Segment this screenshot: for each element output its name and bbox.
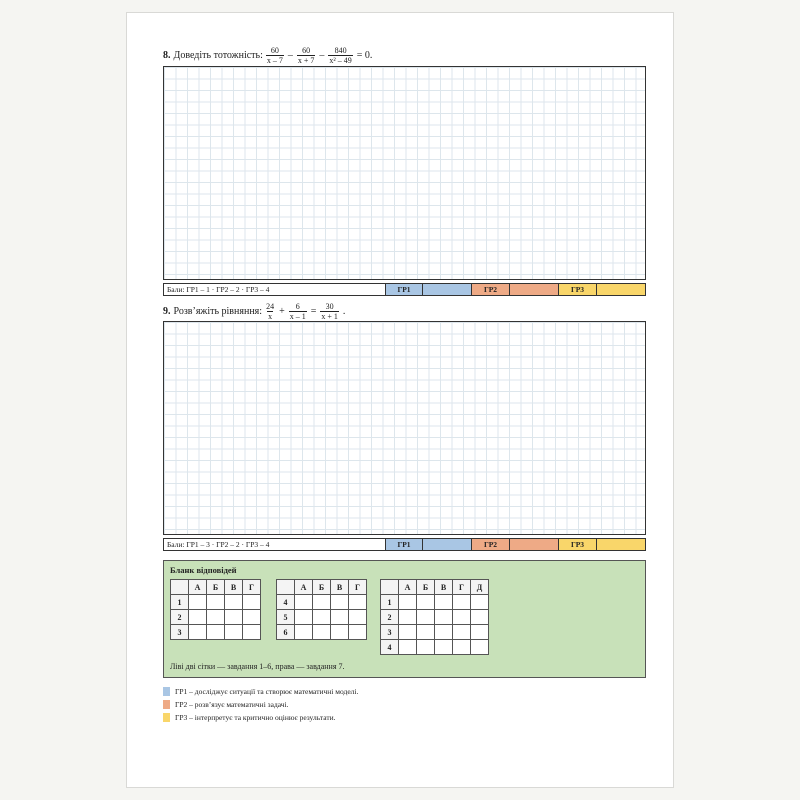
- denominator: x: [268, 312, 273, 321]
- answer-cell[interactable]: [243, 625, 261, 640]
- denominator: x – 7: [266, 56, 283, 65]
- answer-cell[interactable]: [349, 610, 367, 625]
- answer-cell[interactable]: [207, 625, 225, 640]
- row-header: 5: [277, 610, 295, 625]
- gr1-score-cell[interactable]: [423, 539, 472, 550]
- denominator: x + 1: [321, 312, 338, 321]
- legend-text: ГР2 – розв’язує математичні задачі.: [175, 700, 289, 709]
- row-header: 3: [171, 625, 189, 640]
- column-header: А: [295, 580, 313, 595]
- answer-cell[interactable]: [313, 625, 331, 640]
- answer-sheet-note: Ліві дві сітки — завдання 1–6, права — завдання 7.: [170, 662, 345, 671]
- row-header: 2: [381, 610, 399, 625]
- answer-cell[interactable]: [471, 595, 489, 610]
- column-header: В: [435, 580, 453, 595]
- numerator: 840: [334, 46, 347, 55]
- denominator: x² – 49: [329, 56, 352, 65]
- numerator: 60: [270, 46, 279, 55]
- denominator: x – 1: [289, 312, 306, 321]
- operator: –: [319, 49, 325, 61]
- answer-grid-middle: [276, 579, 367, 640]
- answer-cell[interactable]: [331, 595, 349, 610]
- equation-tail: = 0.: [356, 49, 373, 61]
- answer-cell[interactable]: [417, 625, 435, 640]
- task-9-title: [163, 302, 346, 321]
- answer-cell[interactable]: [453, 640, 471, 655]
- column-header: А: [399, 580, 417, 595]
- row-header: 3: [381, 625, 399, 640]
- operator: –: [287, 49, 293, 61]
- answer-cell[interactable]: [435, 595, 453, 610]
- answer-cell[interactable]: [225, 595, 243, 610]
- score-label: Бали: ГР1 – 3 · ГР2 – 2 · ГР3 – 4: [164, 539, 386, 550]
- answer-cell[interactable]: [399, 595, 417, 610]
- gr3-score-cell[interactable]: [597, 284, 645, 295]
- fraction: [297, 46, 316, 65]
- answer-cell[interactable]: [189, 595, 207, 610]
- row-header: 2: [171, 610, 189, 625]
- column-header: Б: [207, 580, 225, 595]
- corner-cell: [277, 580, 295, 595]
- task-8-score-row: [163, 283, 646, 296]
- operator: =: [310, 305, 317, 317]
- column-header: Д: [471, 580, 489, 595]
- gr3-score-cell[interactable]: [597, 539, 645, 550]
- task-number: 9.: [163, 305, 171, 317]
- gr2-label-cell: ГР2: [472, 284, 510, 295]
- answer-cell[interactable]: [471, 625, 489, 640]
- column-header: В: [225, 580, 243, 595]
- operator: +: [279, 305, 285, 317]
- answer-cell[interactable]: [189, 625, 207, 640]
- column-header: В: [331, 580, 349, 595]
- row-header: 6: [277, 625, 295, 640]
- answer-cell[interactable]: [295, 610, 313, 625]
- legend-swatch: [163, 700, 170, 709]
- legend-text: ГР1 – досліджує ситуації та створює математичні моделі.: [175, 687, 359, 696]
- row-header: 1: [171, 595, 189, 610]
- corner-cell: [171, 580, 189, 595]
- column-header: А: [189, 580, 207, 595]
- task-8-answer-grid[interactable]: [163, 66, 646, 280]
- answer-cell[interactable]: [243, 610, 261, 625]
- answer-cell[interactable]: [471, 640, 489, 655]
- fraction: [320, 302, 339, 321]
- task-8-title: [163, 46, 373, 65]
- answer-cell[interactable]: [295, 625, 313, 640]
- answer-sheet: [163, 560, 646, 678]
- legend-swatch: [163, 687, 170, 696]
- answer-cell[interactable]: [313, 595, 331, 610]
- task-9-score-row: [163, 538, 646, 551]
- answer-cell[interactable]: [331, 610, 349, 625]
- fraction: [328, 46, 352, 65]
- legend-item-gr3: [163, 713, 336, 722]
- legend-swatch: [163, 713, 170, 722]
- answer-cell[interactable]: [453, 625, 471, 640]
- answer-grid-right: [380, 579, 489, 655]
- column-header: Г: [243, 580, 261, 595]
- answer-grid-left: [170, 579, 261, 640]
- fraction: [266, 46, 284, 65]
- answer-cell[interactable]: [399, 640, 417, 655]
- column-header: Г: [349, 580, 367, 595]
- task-prompt: Доведіть тотожність:: [173, 49, 263, 61]
- column-header: Г: [453, 580, 471, 595]
- gr1-label-cell: ГР1: [386, 284, 423, 295]
- fraction: [265, 302, 275, 321]
- answer-cell[interactable]: [225, 625, 243, 640]
- answer-cell[interactable]: [453, 610, 471, 625]
- answer-cell[interactable]: [207, 595, 225, 610]
- answer-cell[interactable]: [399, 625, 417, 640]
- answer-cell[interactable]: [243, 595, 261, 610]
- numerator: 6: [295, 302, 300, 311]
- gr3-label-cell: ГР3: [559, 284, 597, 295]
- answer-cell[interactable]: [349, 625, 367, 640]
- worksheet-page: [126, 12, 674, 788]
- answer-cell[interactable]: [313, 610, 331, 625]
- answer-cell[interactable]: [349, 595, 367, 610]
- numerator: 24: [266, 302, 275, 311]
- answer-sheet-title: Бланк відповідей: [170, 565, 237, 575]
- answer-cell[interactable]: [435, 640, 453, 655]
- gr2-score-cell[interactable]: [510, 284, 559, 295]
- answer-cell[interactable]: [417, 595, 435, 610]
- row-header: 1: [381, 595, 399, 610]
- legend-item-gr2: [163, 700, 289, 709]
- answer-cell[interactable]: [399, 610, 417, 625]
- gr3-label-cell: ГР3: [559, 539, 597, 550]
- answer-cell[interactable]: [435, 610, 453, 625]
- corner-cell: [381, 580, 399, 595]
- denominator: x + 7: [297, 56, 315, 65]
- task-number: 8.: [163, 49, 171, 61]
- column-header: Б: [313, 580, 331, 595]
- task-9-answer-grid[interactable]: [163, 321, 646, 535]
- gr1-score-cell[interactable]: [423, 284, 472, 295]
- answer-cell[interactable]: [295, 595, 313, 610]
- equation-tail: .: [342, 305, 346, 317]
- gr1-label-cell: ГР1: [386, 539, 423, 550]
- answer-cell[interactable]: [189, 610, 207, 625]
- answer-cell[interactable]: [207, 610, 225, 625]
- score-label: Бали: ГР1 – 1 · ГР2 – 2 · ГР3 – 4: [164, 284, 386, 295]
- fraction: [289, 302, 307, 321]
- numerator: 30: [325, 302, 334, 311]
- gr2-label-cell: ГР2: [472, 539, 510, 550]
- row-header: 4: [381, 640, 399, 655]
- answer-cell[interactable]: [417, 640, 435, 655]
- task-prompt: Розв’яжіть рівняння:: [173, 305, 263, 317]
- legend-text: ГР3 – інтерпретує та критично оцінює результати.: [175, 713, 336, 722]
- answer-cell[interactable]: [417, 610, 435, 625]
- answer-cell[interactable]: [435, 625, 453, 640]
- column-header: Б: [417, 580, 435, 595]
- legend-item-gr1: [163, 687, 358, 696]
- row-header: 4: [277, 595, 295, 610]
- answer-cell[interactable]: [331, 625, 349, 640]
- answer-cell[interactable]: [225, 610, 243, 625]
- numerator: 60: [302, 46, 311, 55]
- gr2-score-cell[interactable]: [510, 539, 559, 550]
- answer-cell[interactable]: [471, 610, 489, 625]
- answer-cell[interactable]: [453, 595, 471, 610]
